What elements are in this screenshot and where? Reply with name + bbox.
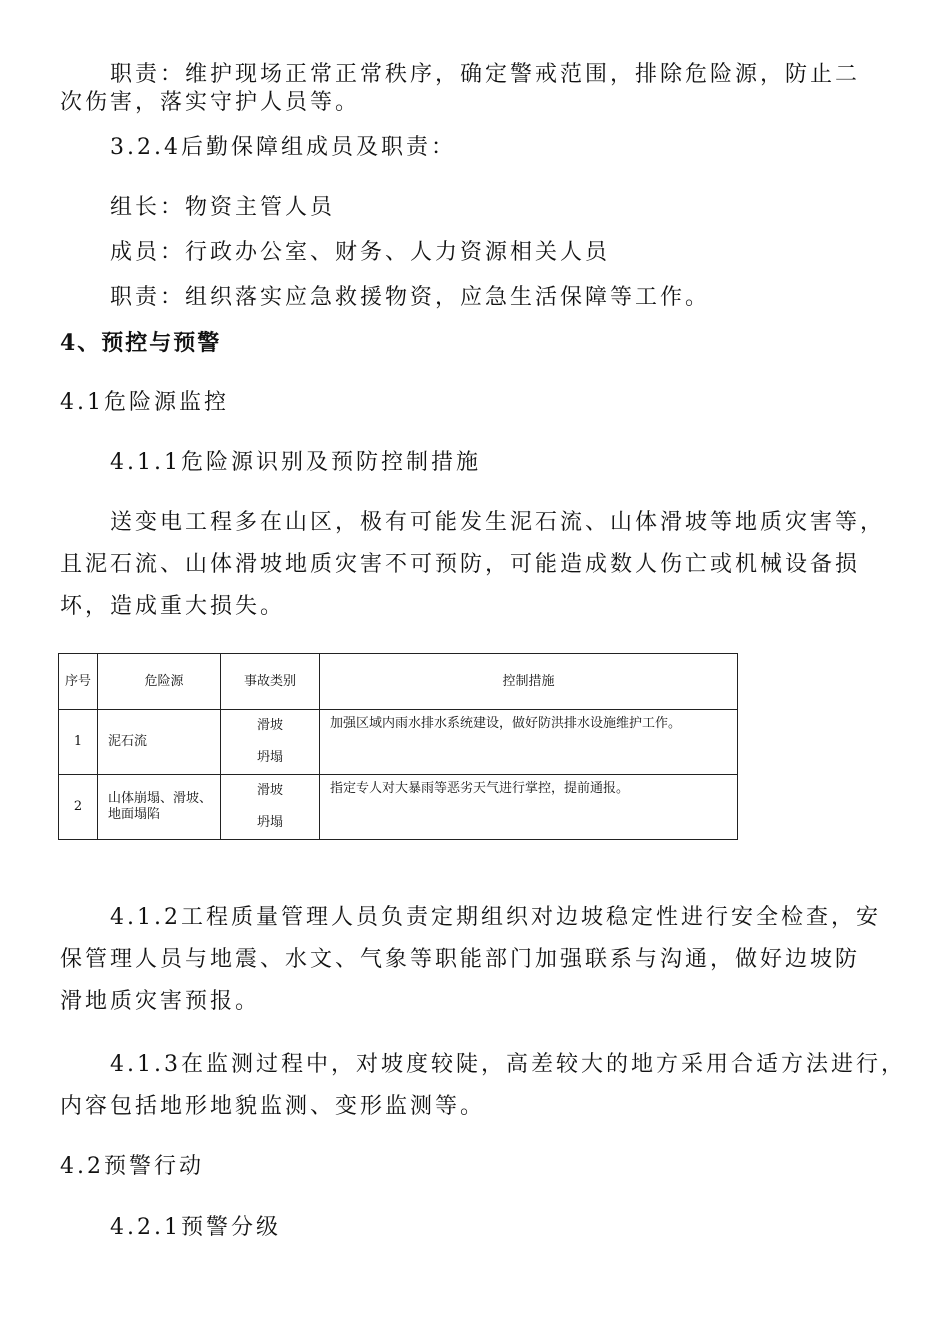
leader-line: 组长：物资主管人员	[110, 195, 336, 220]
row-source: 泥石流	[98, 710, 221, 775]
header-type: 事故类别	[221, 654, 320, 710]
row-no: 1	[59, 710, 98, 775]
row-source: 山体崩塌、滑坡、地面塌陷	[98, 775, 221, 840]
section-heading-4-1-1: 4.1.1危险源识别及预防控制措施	[110, 450, 481, 475]
paragraph-3-line-1: 4.1.3在监测过程中，对坡度较陡，高差较大的地方采用合适方法进行，	[110, 1052, 906, 1077]
header-no: 序号	[59, 654, 98, 710]
paragraph-1-line-3: 坏，造成重大损失。	[60, 594, 286, 619]
type-collapse: 坍塌	[256, 750, 283, 765]
row-type	[221, 775, 320, 840]
paragraph-2-line-2: 保管理人员与地震、水文、气象等职能部门加强联系与沟通，做好边坡防	[60, 947, 861, 972]
section-heading-4-1: 4.1危险源监控	[60, 390, 229, 415]
measure-text: 加强区域内雨水排水系统建设，做好防洪排水设施维护工作。	[330, 716, 682, 731]
hazard-table	[58, 653, 738, 840]
type-collapse: 坍塌	[256, 815, 283, 830]
section-heading-4-2-1: 4.2.1预警分级	[110, 1215, 281, 1240]
section-heading-4-2: 4.2预警行动	[60, 1154, 204, 1179]
paragraph-3-line-2: 内容包括地形地貌监测、变形监测等。	[60, 1094, 486, 1119]
duty-line-2: 次伤害，落实守护人员等。	[60, 90, 361, 115]
members-line: 成员：行政办公室、财务、人力资源相关人员	[110, 240, 611, 265]
table-row	[59, 710, 738, 775]
row-type	[221, 710, 320, 775]
row-no: 2	[59, 775, 98, 840]
table-row	[59, 775, 738, 840]
type-landslide: 滑坡	[256, 718, 283, 733]
paragraph-2-line-3: 滑地质灾害预报。	[60, 989, 261, 1014]
type-landslide: 滑坡	[256, 783, 283, 798]
row-measure	[320, 710, 738, 775]
table-header-row	[59, 654, 738, 710]
measure-text: 指定专人对大暴雨等恶劣天气进行掌控，提前通报。	[330, 781, 630, 796]
paragraph-2-line-1: 4.1.2工程质量管理人员负责定期组织对边坡稳定性进行安全检查，安	[110, 905, 881, 930]
section-heading-4: 4、预控与预警	[60, 330, 222, 356]
header-source: 危险源	[98, 654, 221, 710]
duty-line-1: 职责：维护现场正常正常秩序，确定警戒范围，排除危险源，防止二	[110, 62, 861, 87]
paragraph-1-line-1: 送变电工程多在山区，极有可能发生泥石流、山体滑坡等地质灾害等，	[110, 510, 886, 535]
header-measure: 控制措施	[320, 654, 738, 710]
duty-line-3: 职责：组织落实应急救援物资，应急生活保障等工作。	[110, 285, 711, 310]
section-heading-3-2-4: 3.2.4后勤保障组成员及职责：	[110, 135, 456, 160]
row-measure	[320, 775, 738, 840]
paragraph-1-line-2: 且泥石流、山体滑坡地质灾害不可预防，可能造成数人伤亡或机械设备损	[60, 552, 861, 577]
